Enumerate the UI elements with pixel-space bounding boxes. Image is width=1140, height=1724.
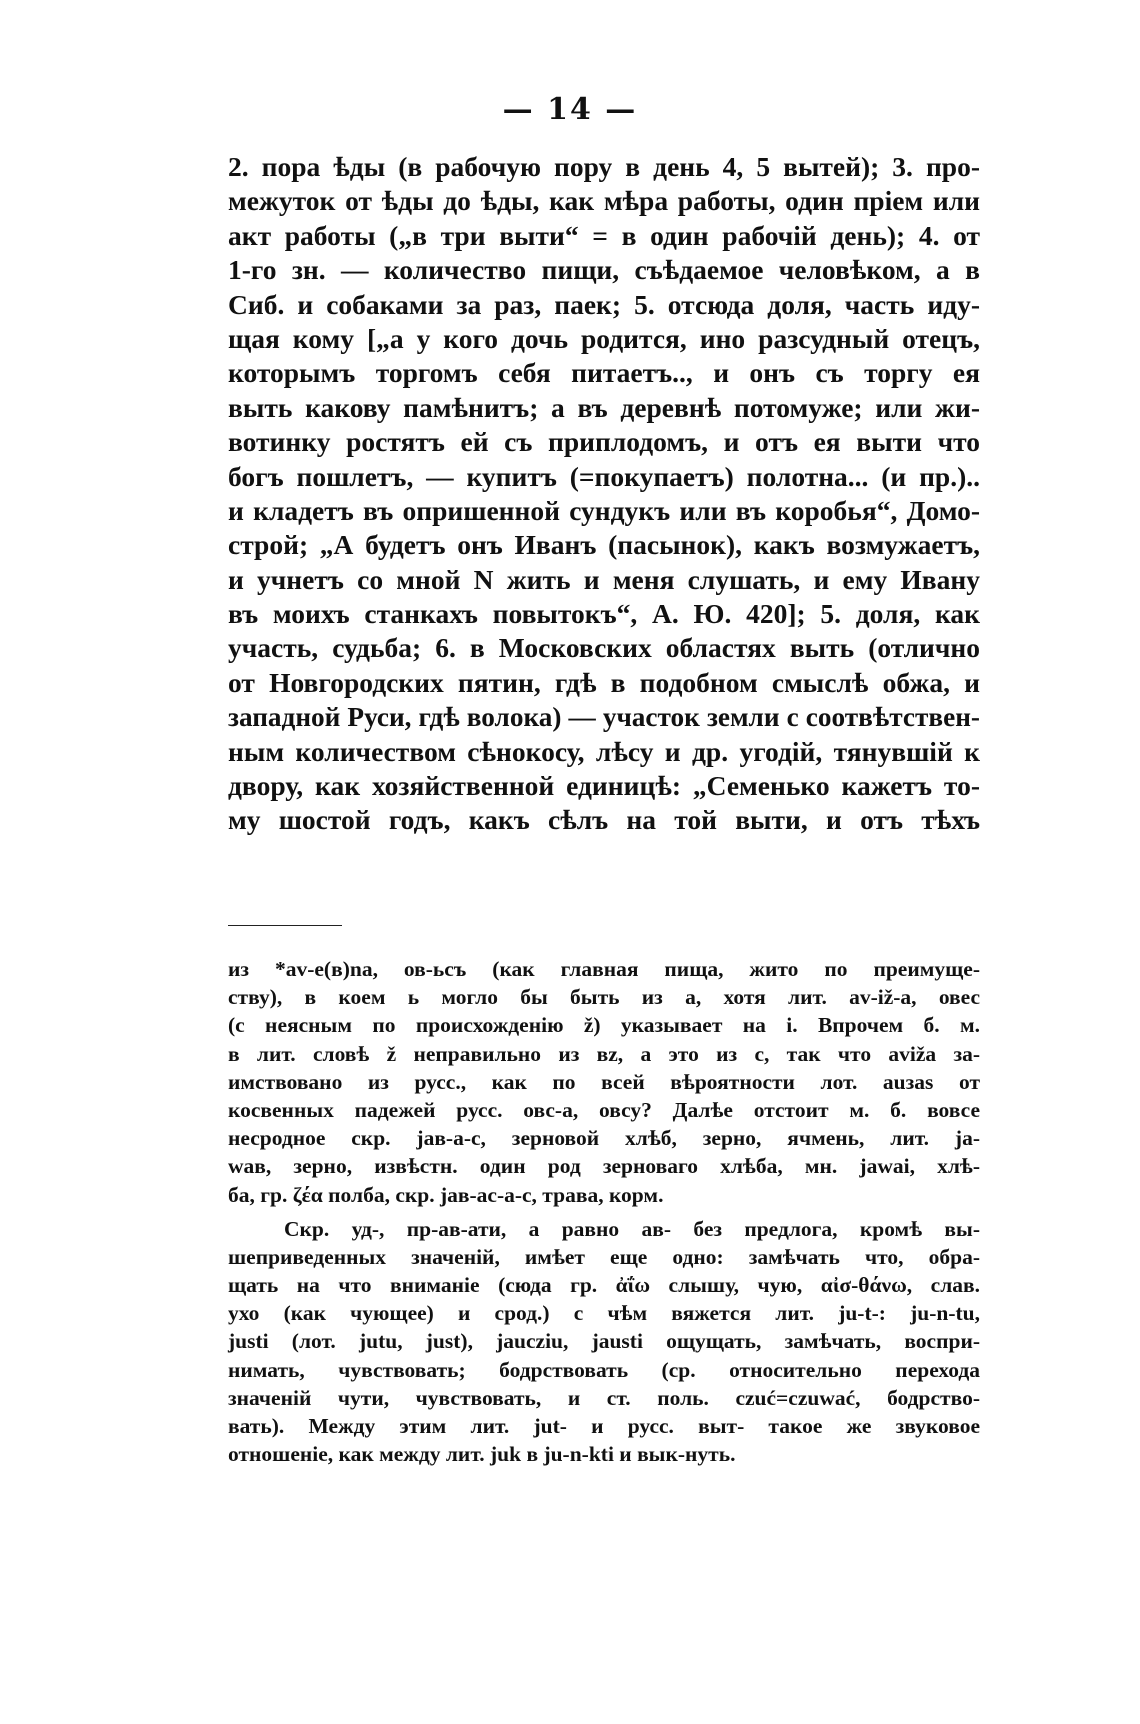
text-line: богъ пошлетъ, — купитъ (=покупаетъ) полотна... (и пр.).. (228, 460, 980, 492)
text-line: двору, как хозяйственной единицѣ: „Семенько кажетъ то- (228, 770, 980, 802)
text-line: вотинку ростятъ ей съ приплодомъ, и отъ ея выти что (228, 426, 980, 458)
text-line: ным количеством сѣнокосу, лѣсу и др. угодій, тянувшій к (228, 735, 980, 767)
text-line: участь, судьба; 6. в Московских областях выть (отлично (228, 632, 980, 664)
text-line: акт работы („в три выти“ = в один рабочій день); 4. от (228, 219, 980, 251)
footnote-line: justi (лот. jutu, just), jauczіu, jausti ощущать, замѣчать, воспри- (228, 1329, 980, 1354)
footnote-line: ухо (как чующее) и срод.) с чѣм вяжется лит. ju-t-: ju-n-tu, (228, 1301, 980, 1326)
footnote-line: в лит. словѣ ž неправильно из вz, а это из с, так что aviža за- (228, 1041, 980, 1066)
text-line: Сиб. и собаками за раз, паек; 5. отсюда доля, часть иду- (228, 288, 980, 320)
footnote-line: (с неясным по происхожденію ž) указывает на i. Впрочем б. м. (228, 1013, 980, 1038)
text-line: межуток от ѣды до ѣды, как мѣра работы, один пріем или (228, 185, 980, 217)
footnote-body (228, 955, 980, 1468)
text-line: строй; „А будетъ онъ Иванъ (пасынок), какъ возмужаетъ, (228, 529, 980, 561)
footnote-line: нимать, чувствовать; бодрствовать (ср. относительно перехода (228, 1357, 980, 1382)
footnote-line: вать). Между этим лит. jut- и русс. выт- такое же звуковое (228, 1414, 980, 1438)
text-line: выть какову памѣнитъ; а въ деревнѣ потомуже; или жи- (228, 391, 980, 423)
footnote-line: имствовано из русс., как по всей вѣроятности лот. auзas от (228, 1069, 980, 1094)
footnote-separator (228, 925, 342, 926)
text-line: щая кому [„а у кого дочь родится, ино разсудный отецъ, (228, 322, 980, 354)
page-number: — 14 — (502, 92, 638, 127)
footnote-line: ству), в коем ь могло бы быть из а, хотя лит. av-iž-a, овес (228, 985, 980, 1010)
text-line: и учнетъ со мной N жить и меня слушать, и ему Ивану (228, 563, 980, 595)
footnote-line: ба, гр. ζέα полба, скр. jaв-ac-a-c, трава, корм. (228, 1182, 664, 1207)
footnote-line: косвенных падежей русс. овс-а, овсу? Далѣе отстоит м. б. вовсе (228, 1097, 980, 1122)
text-line: 2. пора ѣды (в рабочую пору в день 4, 5 вытей); 3. про- (228, 151, 980, 182)
text-line: которымъ торгомъ себя питаетъ.., и онъ съ торгу ея (228, 357, 980, 389)
text-line: му шостой годъ, какъ сѣлъ на той выти, и отъ тѣхъ (228, 804, 980, 836)
footnote-line: waв, зерно, извѣстн. один род зерноваго хлѣба, мн. jawai, хлѣ- (228, 1154, 980, 1179)
footnote-line: несродное скр. jaв-a-c, зерновой хлѣб, зерно, ячмень, лит. ja- (228, 1126, 980, 1151)
footnote-line: значеній чути, чувствовать, и ст. поль. czuć=czuwać, бодрство- (228, 1385, 980, 1410)
footnote-line: шеприведенных значеній, имѣет еще одно: замѣчать что, обра- (228, 1244, 980, 1269)
text-line: 1-го зн. — количество пищи, съѣдаемое человѣком, а в (228, 254, 980, 286)
text-line: от Новгородских пятин, гдѣ в подобном смыслѣ обжа, и (228, 666, 980, 698)
text-line: въ моихъ станкахъ повытокъ“, А. Ю. 420]; 5. доля, как (228, 598, 980, 630)
footnote-line: из *av-e(в)na, ов-ьсъ (как главная пища, жито по преимуще- (228, 957, 980, 981)
footnote-line: отношеніе, как между лит. juk в ju-n-kti и вык-нуть. (228, 1442, 736, 1467)
footnote-line: Скр. уд-, пр-ав-ати, а равно ав- без предлога, кромѣ вы- (284, 1216, 980, 1241)
text-line: и кладетъ въ опришенной сундукъ или въ коробья“, Домо- (228, 494, 980, 526)
text-line: западной Руси, гдѣ волока) — участок земли с соотвѣтствен- (228, 702, 980, 733)
footnote-line: щать на что вниманіе (сюда гр. ἀΐω слышу, чую, αἰσ-θάνω, слав. (228, 1273, 980, 1298)
main-text-body (228, 150, 980, 838)
